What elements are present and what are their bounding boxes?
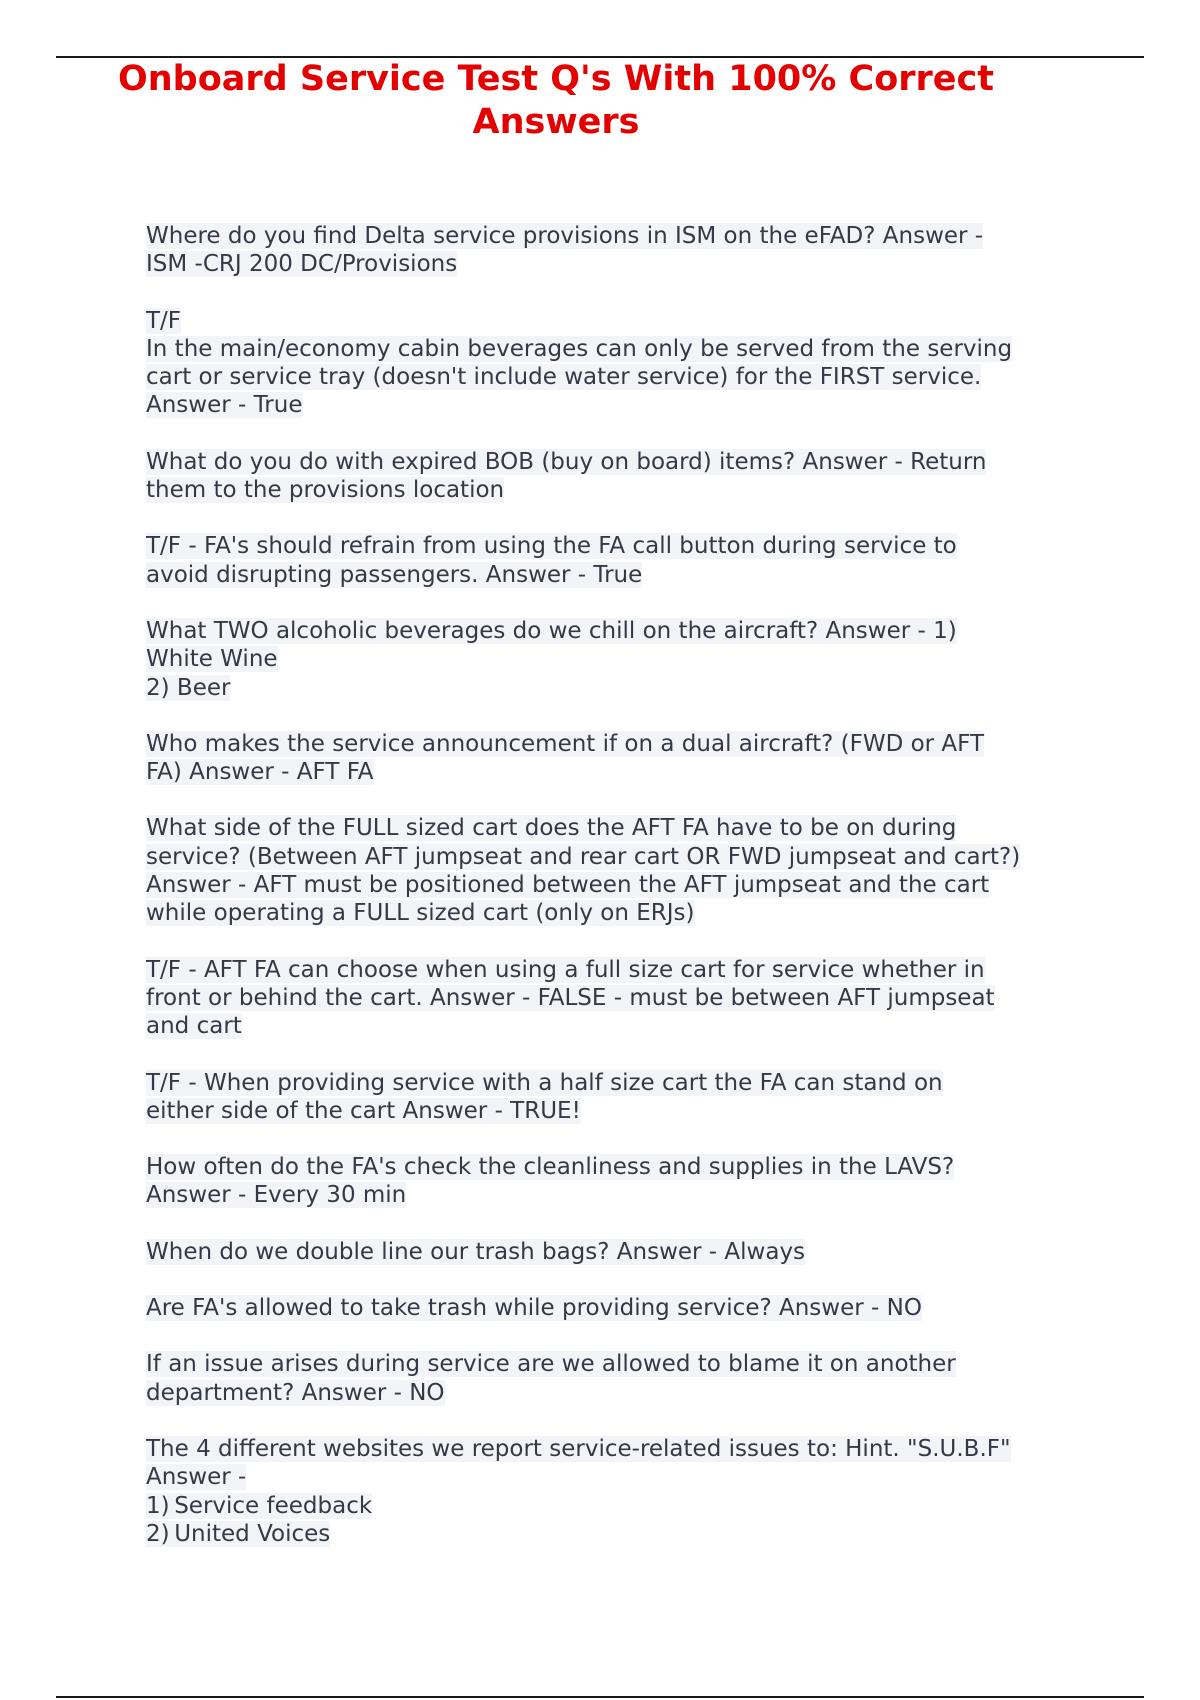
qa-line-text: either side of the cart Answer - TRUE! [146, 1097, 581, 1124]
qa-line-text: What side of the FULL sized cart does the AFT FA have to be on during [146, 815, 957, 842]
qa-line [146, 250, 1086, 278]
qa-line [146, 448, 1086, 476]
qa-line-text: Where do you find Delta service provisions in ISM on the eFAD? Answer - [146, 223, 984, 249]
qa-line-text: White Wine [146, 646, 278, 673]
qa-item [146, 1069, 1086, 1126]
qa-line-text: 2) United Voices [146, 1520, 331, 1547]
qa-line-text: Answer - [146, 1464, 247, 1491]
qa-line-text: ISM -CRJ 200 DC/Provisions [146, 251, 458, 278]
document-title [56, 58, 1056, 144]
qa-line [146, 1069, 1086, 1097]
qa-item [146, 730, 1086, 787]
qa-line-text: and cart [146, 1013, 242, 1040]
qa-line-text: service? (Between AFT jumpseat and rear cart OR FWD jumpseat and cart?) [146, 843, 1021, 870]
qa-item [146, 222, 1086, 279]
qa-line [146, 899, 1086, 927]
qa-line-text: cart or service tray (doesn't include water service) for the FIRST service. [146, 364, 982, 391]
title-line-1: Onboard Service Test Q's With 100% Correct [118, 59, 994, 99]
qa-line [146, 984, 1086, 1012]
qa-line [146, 1294, 1086, 1322]
qa-line [146, 871, 1086, 899]
qa-line-text: What TWO alcoholic beverages do we chill on the aircraft? Answer - 1) [146, 617, 957, 644]
qa-item [146, 1350, 1086, 1407]
qa-line-text: Answer - True [146, 392, 303, 419]
qa-line-text: Answer - Every 30 min [146, 1182, 407, 1209]
qa-item [146, 448, 1086, 505]
qa-line [146, 307, 1086, 335]
title-line-2: Answers [472, 102, 640, 142]
qa-line [146, 1520, 1086, 1548]
qa-item [146, 1153, 1086, 1210]
qa-line-text: Who makes the service announcement if on a dual aircraft? (FWD or AFT [146, 730, 985, 757]
qa-line [146, 1153, 1086, 1181]
qa-line-text: T/F - AFT FA can choose when using a full size cart for service whether in [146, 956, 985, 983]
question-answer-list [146, 222, 1086, 1576]
qa-line [146, 1012, 1086, 1040]
qa-line [146, 956, 1086, 984]
qa-item [146, 1238, 1086, 1266]
qa-line-text: T/F [146, 307, 182, 334]
qa-line [146, 758, 1086, 786]
qa-line [146, 843, 1086, 871]
qa-line-text: front or behind the cart. Answer - FALSE - must be between AFT jumpseat [146, 984, 995, 1011]
qa-line [146, 730, 1086, 758]
bottom-rule [56, 1696, 1144, 1698]
qa-item [146, 1294, 1086, 1322]
qa-line [146, 814, 1086, 842]
qa-item [146, 307, 1086, 420]
qa-line [146, 1350, 1086, 1378]
qa-line-text: FA) Answer - AFT FA [146, 759, 374, 786]
qa-line [146, 1492, 1086, 1520]
qa-line-text: 2) Beer [146, 674, 231, 701]
qa-item [146, 956, 1086, 1041]
qa-item [146, 1435, 1086, 1548]
qa-line [146, 1379, 1086, 1407]
qa-item [146, 814, 1086, 927]
qa-item [146, 617, 1086, 702]
qa-line-text: In the main/economy cabin beverages can only be served from the serving [146, 335, 1013, 362]
qa-line [146, 645, 1086, 673]
qa-line-text: If an issue arises during service are we allowed to blame it on another [146, 1351, 956, 1378]
qa-line [146, 335, 1086, 363]
qa-line-text: 1) Service feedback [146, 1492, 373, 1519]
qa-line [146, 532, 1086, 560]
qa-line-text: T/F - When providing service with a half size cart the FA can stand on [146, 1069, 943, 1096]
qa-line-text: department? Answer - NO [146, 1379, 445, 1406]
qa-line [146, 1463, 1086, 1491]
qa-line [146, 363, 1086, 391]
qa-line-text: Are FA's allowed to take trash while providing service? Answer - NO [146, 1295, 922, 1322]
qa-line [146, 617, 1086, 645]
qa-line [146, 674, 1086, 702]
qa-line-text: while operating a FULL sized cart (only on ERJs) [146, 900, 695, 927]
qa-line-text: When do we double line our trash bags? Answer - Always [146, 1238, 806, 1265]
qa-line [146, 391, 1086, 419]
qa-item [146, 532, 1086, 589]
qa-line-text: What do you do with expired BOB (buy on board) items? Answer - Return [146, 448, 987, 475]
qa-line [146, 1181, 1086, 1209]
qa-line [146, 561, 1086, 589]
qa-line-text: avoid disrupting passengers. Answer - True [146, 561, 643, 588]
qa-line-text: How often do the FA's check the cleanliness and supplies in the LAVS? [146, 1154, 955, 1181]
qa-line-text: Answer - AFT must be positioned between the AFT jumpseat and the cart [146, 872, 990, 899]
qa-line [146, 476, 1086, 504]
qa-line-text: The 4 different websites we report service-related issues to: Hint. "S.U.B.F" [146, 1435, 1011, 1462]
qa-line [146, 1435, 1086, 1463]
qa-line [146, 1097, 1086, 1125]
qa-line-text: them to the provisions location [146, 477, 505, 504]
qa-line [146, 222, 1086, 250]
qa-line [146, 1238, 1086, 1266]
qa-line-text: T/F - FA's should refrain from using the FA call button during service to [146, 533, 957, 560]
